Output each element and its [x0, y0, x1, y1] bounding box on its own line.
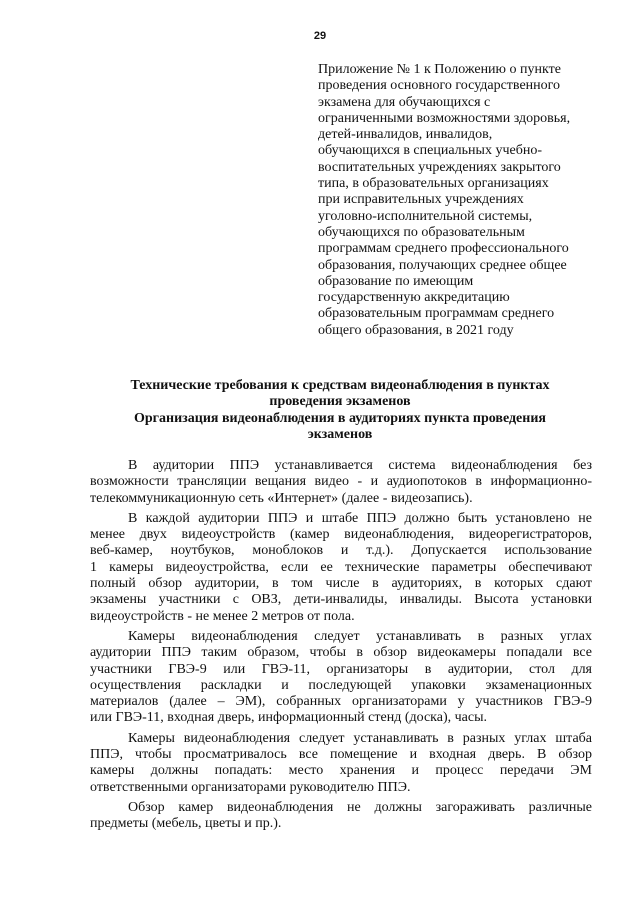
appendix-line: воспитательных учреждениях закрытого	[318, 159, 561, 175]
page-number: 29	[313, 30, 327, 42]
paragraph-line: полный обзор аудитории, в том числе в аудиториях, в которых сдают	[90, 576, 592, 592]
appendix-line: при исправительных учреждениях	[318, 192, 524, 208]
appendix-line: детей-инвалидов, инвалидов,	[318, 127, 493, 143]
appendix-line: образовательным программам среднего	[318, 306, 555, 322]
paragraph-line: веб-камер, ноутбуков, моноблоков и т.д.). Допускается использование	[90, 543, 592, 559]
heading-line: Технические требования к средствам видеонаблюдения в пунктах	[130, 378, 550, 393]
appendix-line: уголовно-исполнительной системы,	[318, 208, 533, 224]
paragraph-line: предметы (мебель, цветы и пр.).	[90, 816, 282, 832]
paragraph-line: камеры должны попадать: место хранения и процесс передачи ЭМ	[90, 763, 592, 779]
appendix-line: Приложение № 1 к Положению о пункте	[318, 62, 561, 77]
heading-line: экзаменов	[307, 426, 373, 442]
paragraph-line: осуществления раскладки и последующей упаковки экзаменационных	[90, 677, 592, 693]
document-heading	[90, 378, 590, 443]
paragraph-line: В каждой аудитории ППЭ и штабе ППЭ должно быть установлено не	[128, 510, 592, 526]
paragraph-line: 1 камеры видеоустройства, если ее технические параметры обеспечивают	[90, 559, 592, 575]
appendix-line: типа, в образовательных организациях	[318, 176, 549, 192]
body-text	[90, 458, 592, 837]
appendix-line: обучающихся по образовательным	[318, 224, 525, 240]
paragraph-line: возможности трансляции вещания видео - и аудиопотоков в информационно-	[90, 474, 592, 490]
heading-line: Организация видеонаблюдения в аудиториях пункта проведения	[134, 410, 546, 426]
paragraph-line: экзамены участники с ОВЗ, дети-инвалиды, инвалиды. Высота установки	[90, 592, 592, 608]
appendix-caption	[318, 62, 598, 339]
appendix-line: образование по имеющим	[318, 273, 474, 289]
paragraph-line: ответственными организаторами руководителю ППЭ.	[90, 779, 411, 795]
appendix-line: программам среднего профессионального	[318, 241, 569, 257]
appendix-line: общего образования, в 2021 году	[318, 322, 514, 338]
heading-line: проведения экзаменов	[269, 394, 411, 410]
appendix-line: проведения основного государственного	[318, 78, 561, 94]
paragraph-line: телекоммуникационную сеть «Интернет» (далее - видеозапись).	[90, 490, 473, 506]
appendix-line: государственную аккредитацию	[318, 290, 510, 306]
appendix-line: образования, получающих среднее общее	[318, 257, 567, 273]
appendix-line: обучающихся в специальных учебно-	[318, 143, 542, 159]
appendix-line: экзамена для обучающихся с	[318, 94, 491, 110]
paragraph-line: материалов (далее – ЭМ), собранных организаторами у участников ГВЭ-9	[90, 694, 592, 710]
paragraph-line: участники ГВЭ-9 или ГВЭ-11, организаторы в аудитории, стол для	[90, 661, 592, 677]
paragraph-line: аудитории ППЭ таким образом, чтобы в обзор видеокамеры попадали все	[90, 645, 592, 661]
paragraph-line: В аудитории ППЭ устанавливается система видеонаблюдения без	[128, 458, 592, 473]
paragraph-line: Камеры видеонаблюдения следует устанавливать в разных углах	[128, 628, 592, 644]
paragraph-line: Камеры видеонаблюдения следует устанавливать в разных углах штаба	[128, 730, 592, 746]
paragraph-line: видеоустройств - не менее 2 метров от пола.	[90, 608, 355, 624]
paragraph-line: Обзор камер видеонаблюдения не должны загораживать различные	[128, 799, 592, 815]
paragraph-line: ППЭ, чтобы просматривалось все помещение и входная дверь. В обзор	[90, 747, 592, 763]
paragraph-line: или ГВЭ-11, входная дверь, информационный стенд (доска), часы.	[90, 710, 488, 726]
appendix-line: ограниченными возможностями здоровья,	[318, 110, 571, 126]
paragraph-line: менее двух видеоустройств (камер видеонаблюдения, видеорегистраторов,	[90, 527, 592, 543]
